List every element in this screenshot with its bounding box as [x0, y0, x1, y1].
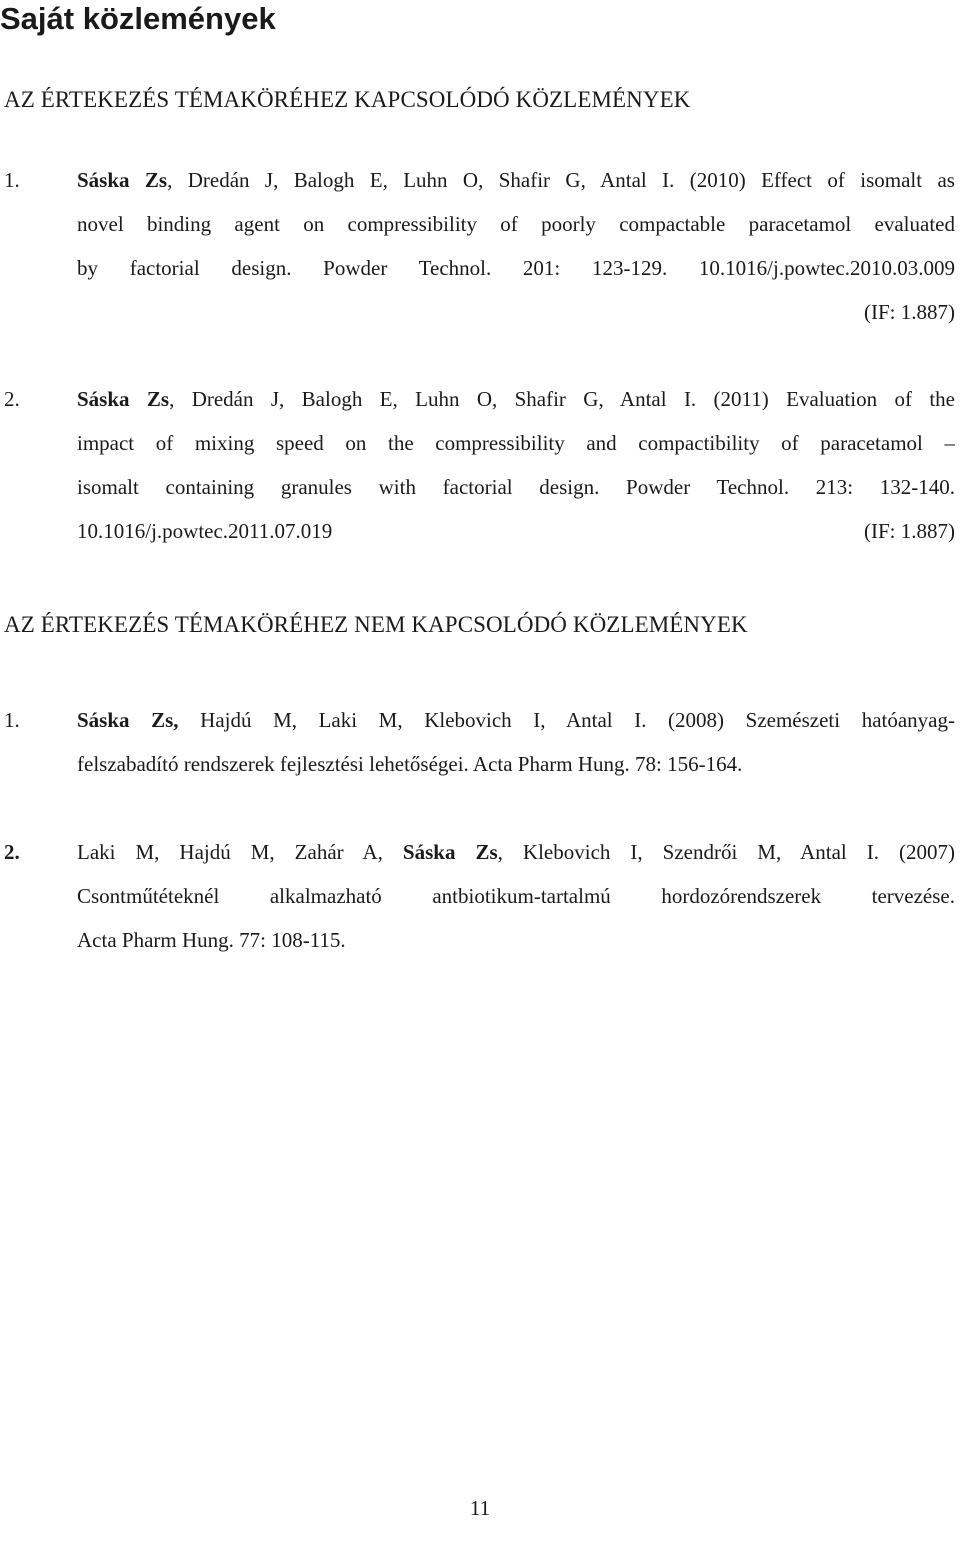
author-highlight: Sáska Zs	[77, 387, 170, 411]
entry-line: Acta Pharm Hung. 77: 108-115.	[77, 928, 346, 952]
entry-line: Sáska Zs, Hajdú M, Laki M, Klebovich I, Antal I. (2008) Szemészeti hatóanyag-	[77, 708, 955, 732]
entry-number: 2.	[4, 387, 20, 411]
entry-line: Sáska Zs, Dredán J, Balogh E, Luhn O, Shafir G, Antal I. (2011) Evaluation of the	[77, 387, 955, 411]
entry-line: Csontműtéteknél alkalmazható antbiotikum-tartalmú hordozórendszerek tervezése.	[77, 884, 955, 908]
author-highlight: Sáska Zs	[77, 168, 168, 192]
entry-line: novel binding agent on compressibility of poorly compactable paracetamol evaluated	[77, 212, 955, 236]
page-title: Saját közlemények	[0, 1, 276, 36]
entry-line: Laki M, Hajdú M, Zahár A, Sáska Zs, Klebovich I, Szendrői M, Antal I. (2007)	[77, 840, 955, 864]
author-highlight: Sáska Zs	[402, 840, 498, 864]
entry-line: by factorial design. Powder Technol. 201: 123-129. 10.1016/j.powtec.2010.03.009	[77, 256, 955, 280]
entry-line: impact of mixing speed on the compressibility and compactibility of paracetamol –	[77, 431, 955, 455]
section-heading-unrelated: AZ ÉRTEKEZÉS TÉMAKÖRÉHEZ NEM KAPCSOLÓDÓ KÖZLEMÉNYEK	[4, 612, 748, 637]
section-heading-related: AZ ÉRTEKEZÉS TÉMAKÖRÉHEZ KAPCSOLÓDÓ KÖZLEMÉNYEK	[4, 87, 691, 112]
entry-line: isomalt containing granules with factorial design. Powder Technol. 213: 132-140.	[77, 475, 955, 499]
page-number: 11	[469, 1496, 491, 1520]
entry-number: 2.	[4, 840, 20, 864]
impact-factor: (IF: 1.887)	[864, 519, 955, 543]
entry-line: Sáska Zs, Dredán J, Balogh E, Luhn O, Shafir G, Antal I. (2010) Effect of isomalt as	[77, 168, 955, 192]
entry-line	[77, 509, 955, 553]
entry-number: 1.	[4, 708, 20, 732]
entry-line: felszabadító rendszerek fejlesztési lehetőségei. Acta Pharm Hung. 78: 156-164.	[77, 752, 743, 776]
author-highlight: Sáska Zs,	[77, 708, 179, 732]
entry-number: 1.	[4, 168, 20, 192]
impact-factor: (IF: 1.887)	[864, 300, 955, 324]
doi: 10.1016/j.powtec.2011.07.019	[77, 519, 333, 543]
